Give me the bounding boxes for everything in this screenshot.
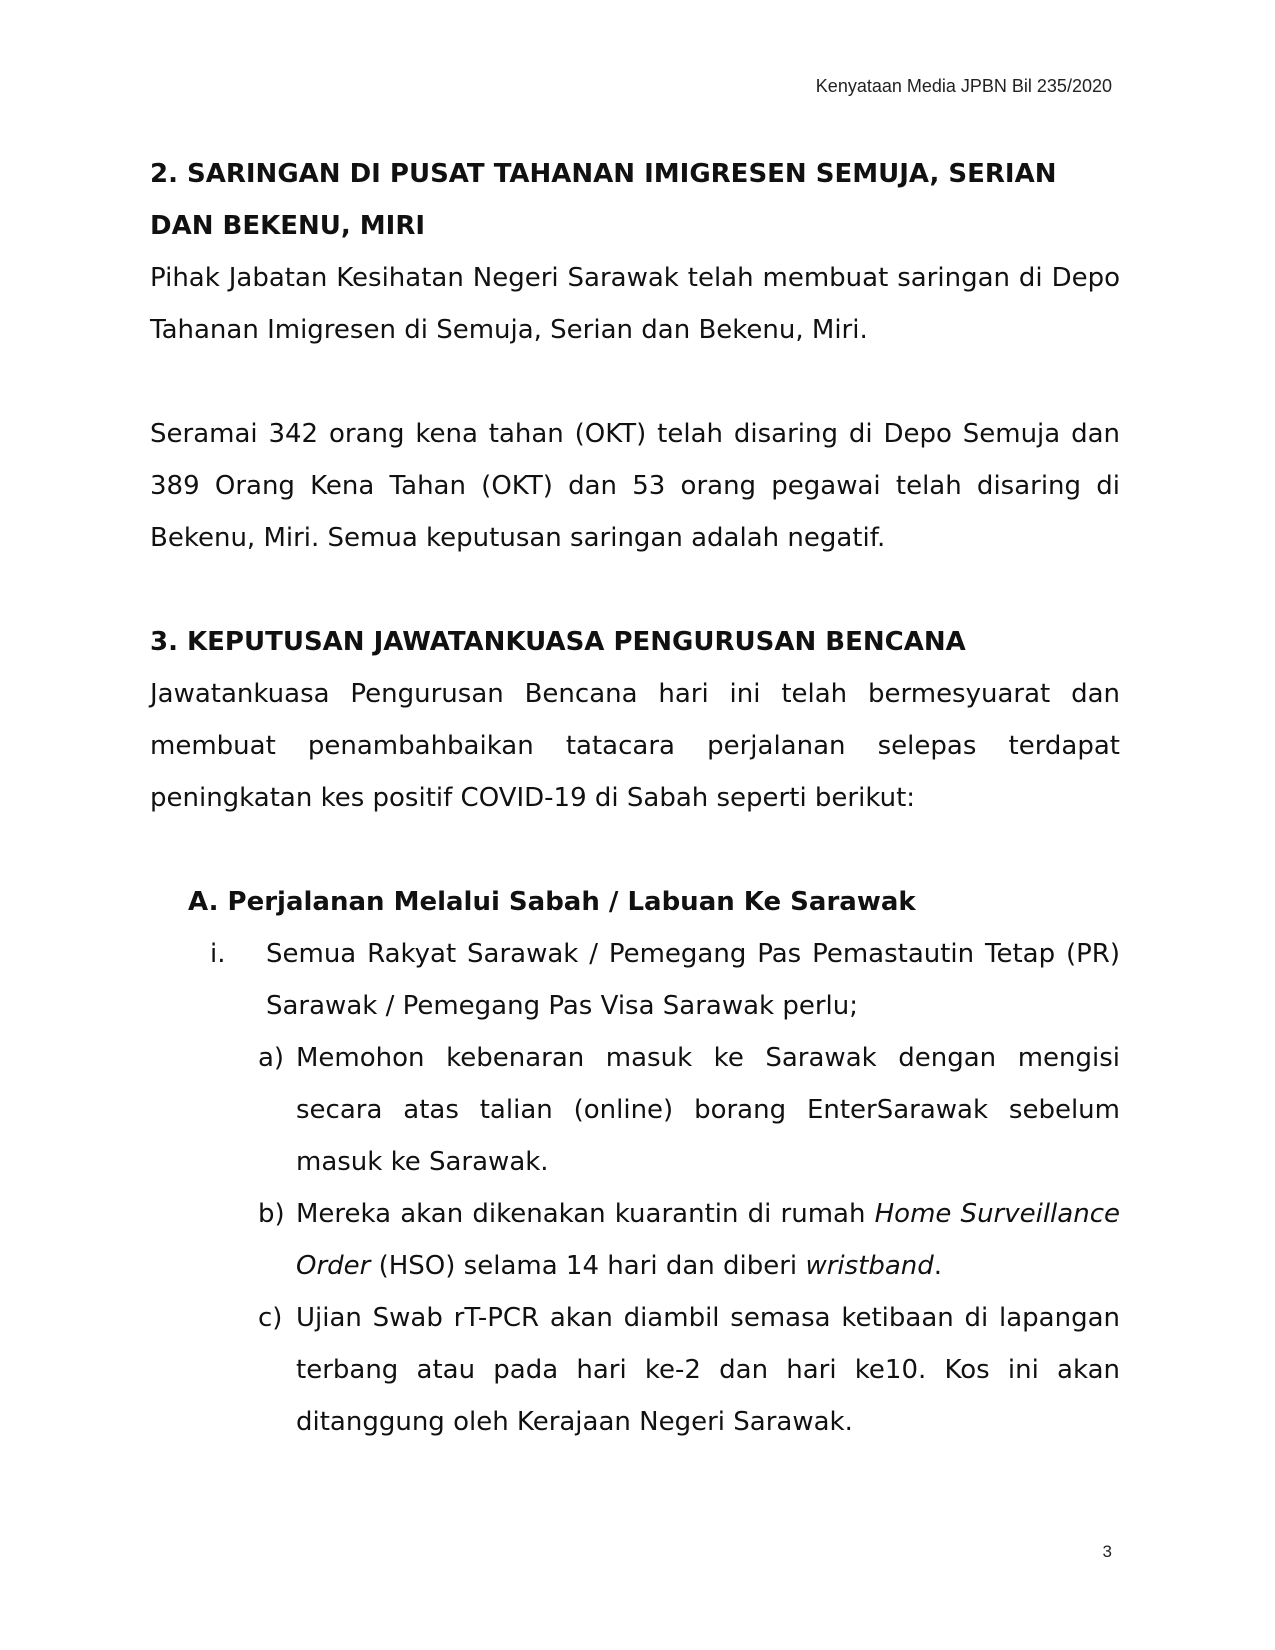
spacer — [150, 564, 1120, 616]
list-item-c — [258, 1292, 1120, 1448]
text-run: (HSO) selama 14 hari dan diberi — [370, 1251, 806, 1281]
subsection-a-heading: A. Perjalanan Melalui Sabah / Labuan Ke Sarawak — [188, 887, 916, 917]
list-marker: a) — [258, 1043, 285, 1073]
section-2-paragraph-2: Seramai 342 orang kena tahan (OKT) telah disaring di Depo Semuja dan 389 Orang Kena Tahan (OKT) dan 53 orang pegawai telah disaring di Bekenu, Miri. Semua keputusan saringan adalah negatif. — [150, 419, 1120, 553]
list-item-text: Memohon kebenaran masuk ke Sarawak dengan mengisi secara atas talian (online) borang EnterSarawak sebelum masuk ke Sarawak. — [296, 1043, 1120, 1177]
section-3-paragraph-1: Jawatankuasa Pengurusan Bencana hari ini telah bermesyuarat dan membuat penambahbaikan tatacara perjalanan selepas terdapat peningkatan kes positif COVID-19 di Sabah seperti berikut: — [150, 679, 1120, 813]
text-run: . — [933, 1251, 943, 1281]
document-body — [150, 148, 1120, 1448]
list-item-text: Semua Rakyat Sarawak / Pemegang Pas Pemastautin Tetap (PR) Sarawak / Pemegang Pas Visa Sarawak perlu; — [266, 939, 1120, 1021]
list-marker: c) — [258, 1303, 283, 1333]
spacer — [150, 824, 1120, 876]
list-marker: b) — [258, 1199, 285, 1229]
list-marker: i. — [210, 939, 226, 969]
text-run: Mereka akan dikenakan kuarantin di rumah — [296, 1199, 875, 1229]
document-reference-header: Kenyataan Media JPBN Bil 235/2020 — [815, 76, 1112, 96]
page-number: 3 — [1102, 1542, 1112, 1561]
italic-term: wristband — [805, 1251, 934, 1281]
section-2-heading: 2. SARINGAN DI PUSAT TAHANAN IMIGRESEN SEMUJA, SERIAN DAN BEKENU, MIRI — [150, 159, 1057, 241]
list-item-text: Ujian Swab rT-PCR akan diambil semasa ketibaan di lapangan terbang atau pada hari ke-2 dan hari ke10. Kos ini akan ditanggung oleh Kerajaan Negeri Sarawak. — [296, 1303, 1120, 1437]
section-3-heading: 3. KEPUTUSAN JAWATANKUASA PENGURUSAN BENCANA — [150, 627, 966, 657]
italic-term: Home Surveillance Order — [296, 1199, 1120, 1281]
list-item-b — [258, 1188, 1120, 1292]
list-item-a — [258, 1032, 1120, 1188]
list-item-i — [210, 928, 1120, 1032]
list-item-text — [296, 1188, 1120, 1292]
spacer — [150, 356, 1120, 408]
section-2-paragraph-1: Pihak Jabatan Kesihatan Negeri Sarawak telah membuat saringan di Depo Tahanan Imigresen di Semuja, Serian dan Bekenu, Miri. — [150, 263, 1120, 345]
